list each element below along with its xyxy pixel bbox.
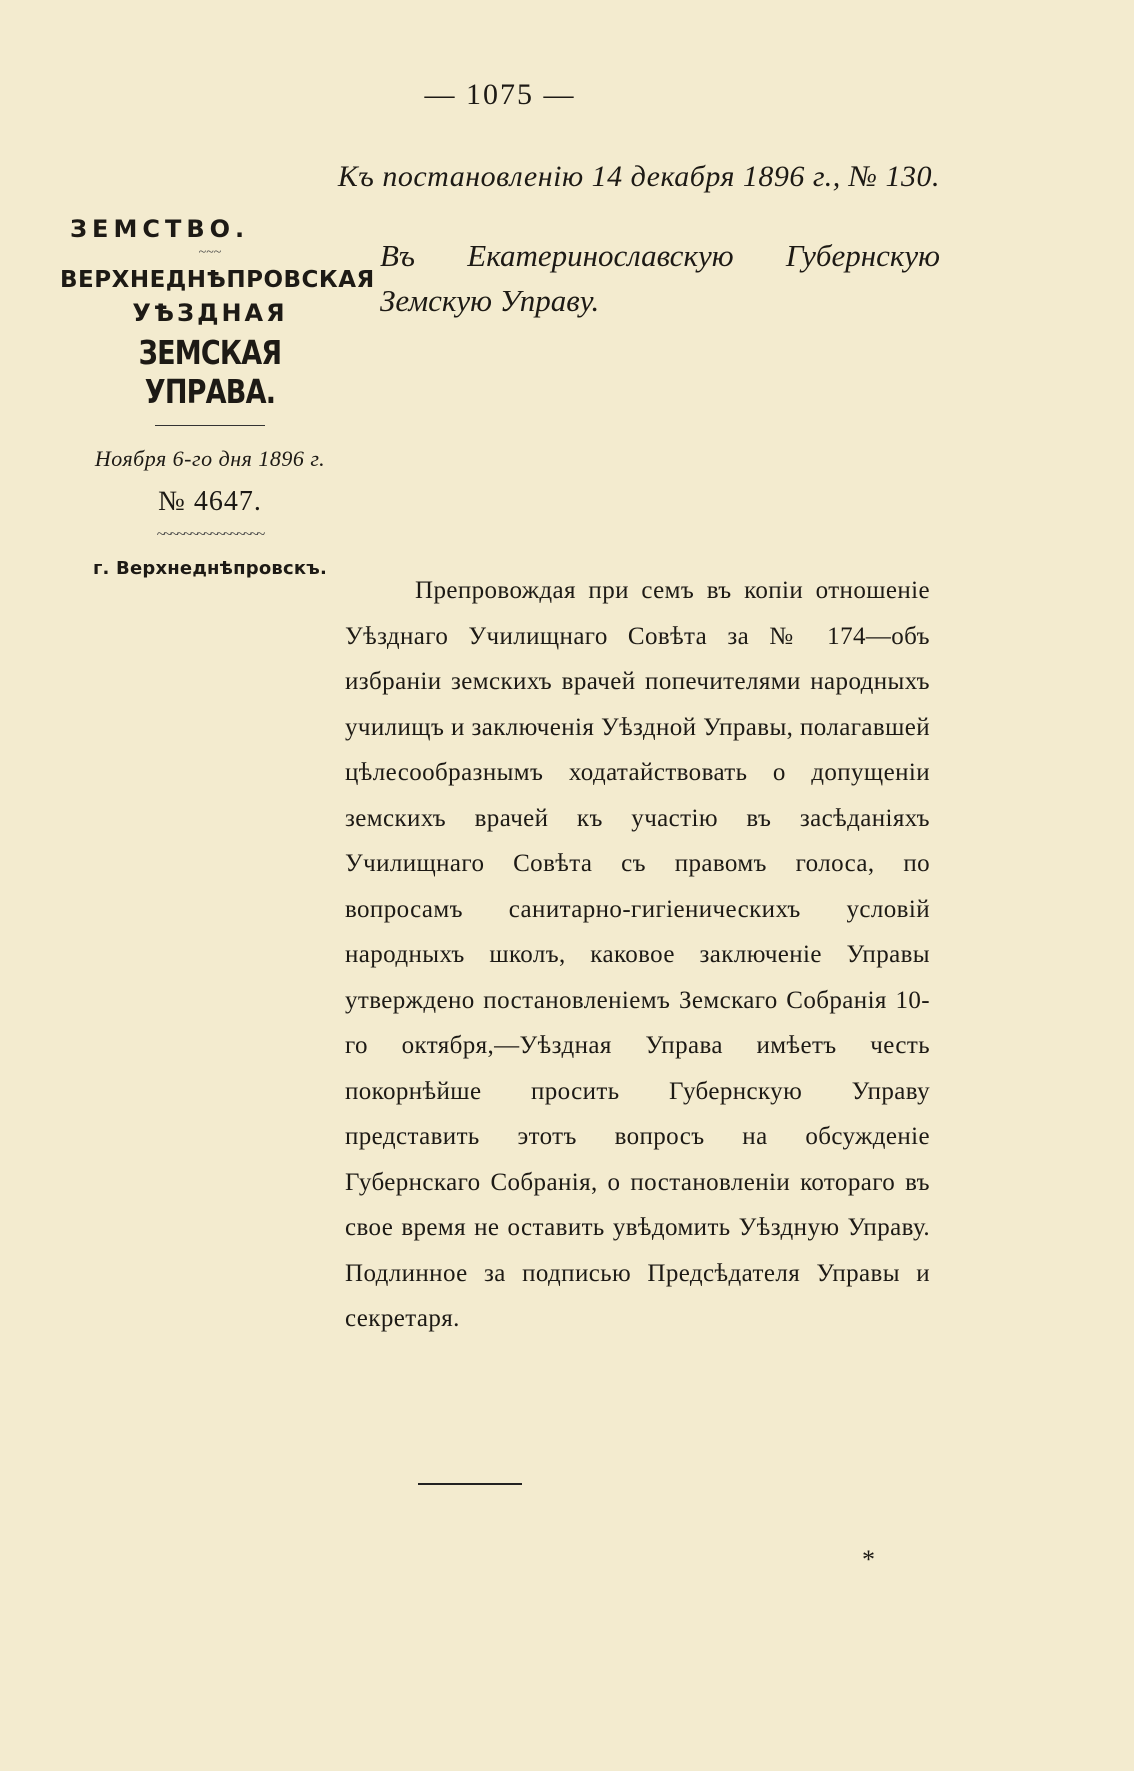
reference-line: Къ постановленію 14 декабря 1896 г., № 130.: [337, 160, 940, 193]
sender-block: [60, 215, 375, 579]
board-name: ЗЕМСКАЯ УПРАВА.: [138, 333, 282, 411]
sender-town: г. Верхнеднѣпровскъ.: [92, 558, 328, 579]
letter-body: [345, 568, 930, 1342]
small-separator: ~~~: [198, 245, 222, 260]
page-number: — 1075 —: [424, 78, 576, 111]
district-name: ВЕРХНЕДНѢПРОВСКАЯ: [60, 267, 375, 293]
letter-date: Ноября 6-го дня 1896 г.: [94, 446, 326, 471]
heading-rule: [155, 425, 265, 426]
wavy-separator: ~~~~~~~~~~~~~~~~: [156, 526, 264, 543]
body-paragraph: Препровождая при семъ въ копіи отношеніе Уѣзднаго Училищнаго Совѣта за № 174—объ избраніи земскихъ врачей попечителями народныхъ училищъ и заключенія Уѣздной Управы, полагавшей цѣлесообразнымъ ходатайствовать о допущеніи земскихъ врачей къ участію въ засѣданіяхъ Училищнаго Совѣта съ правомъ голоса, по вопросамъ санитарно-гигіеническихъ условій народныхъ школъ, каковое заключеніе Управы утверждено постановленіемъ Земскаго Собранія 10-го октября,—Уѣздная Управа имѣетъ честь покорнѣйше просить Губернскую Управу представить этотъ вопросъ на обсужденіе Губернскаго Собранія, о постановленіи котораго въ свое время не оставить увѣдомить Уѣздную Управу. Подлинное за подписью Предсѣдателя Управы и секретаря.: [345, 577, 930, 1332]
end-rule: [418, 1483, 522, 1485]
letter-number: № 4647.: [158, 486, 262, 517]
addressee: Въ Екатеринославскую Губернскую Земскую Управу.: [380, 238, 940, 318]
uezdnaya-heading: УѢЗДНАЯ: [132, 299, 288, 327]
footer-asterisk: *: [862, 1545, 875, 1574]
zemstvo-heading: ЗЕМСТВО.: [70, 215, 250, 243]
